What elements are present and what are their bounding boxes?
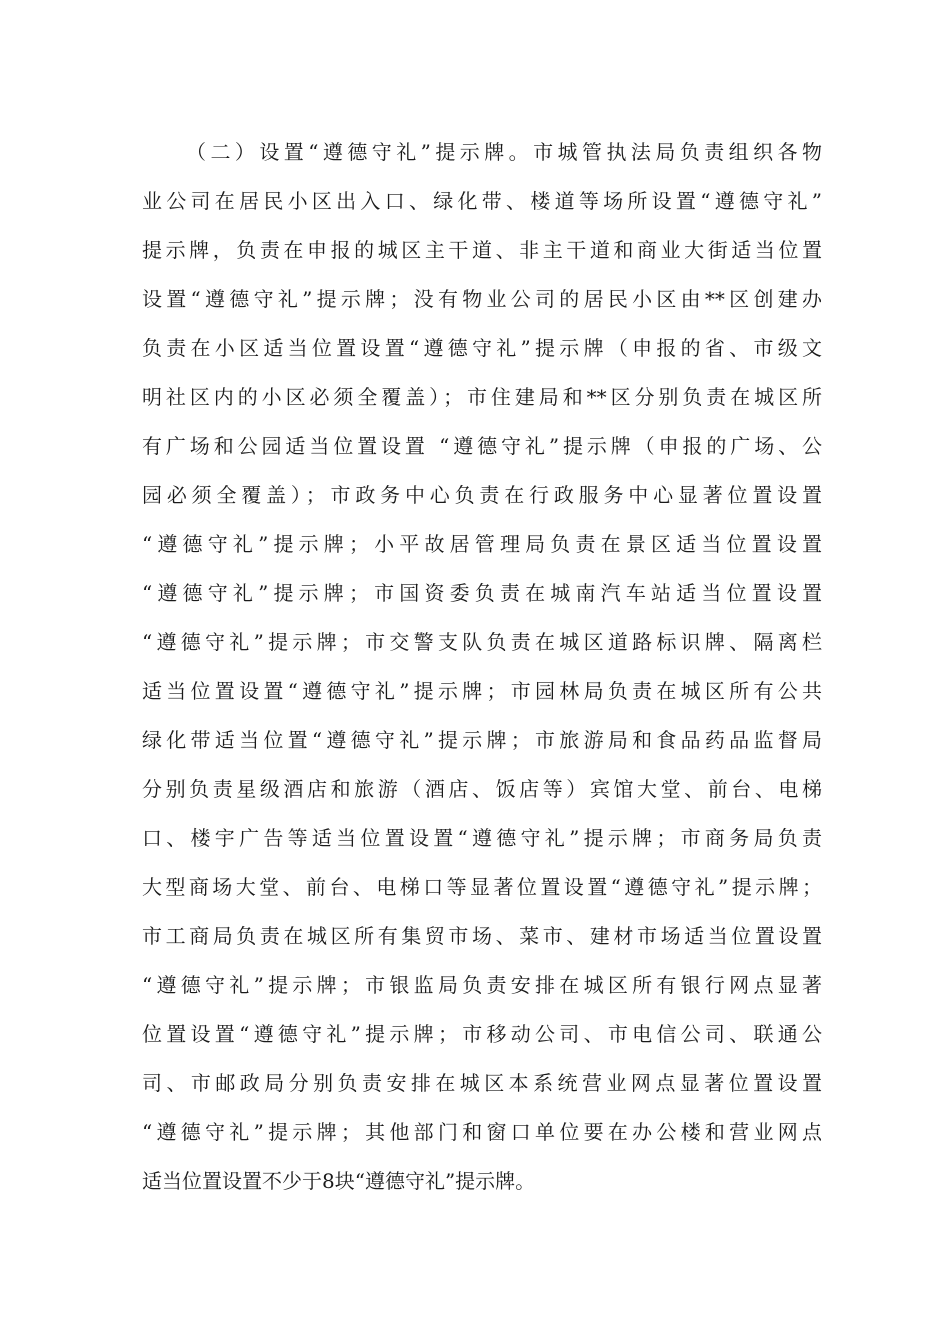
paragraph-line: 明社区内的小区必须全覆盖）；市住建局和**区分别负责在城区所 — [142, 385, 822, 409]
paragraph-line: 提示牌，负责在申报的城区主干道、非主干道和商业大街适当位置 — [142, 238, 822, 262]
paragraph-line: “遵德守礼”提示牌；小平故居管理局负责在景区适当位置设置 — [142, 532, 822, 556]
body-paragraph — [142, 128, 822, 1206]
paragraph-line: “遵德守礼”提示牌；市国资委负责在城南汽车站适当位置设置 — [142, 581, 822, 605]
paragraph-line: “遵德守礼”提示牌；其他部门和窗口单位要在办公楼和营业网点 — [142, 1120, 822, 1144]
paragraph-line: 位置设置“遵德守礼”提示牌；市移动公司、市电信公司、联通公 — [142, 1022, 822, 1046]
paragraph-line: 市工商局负责在城区所有集贸市场、菜市、建材市场适当位置设置 — [142, 924, 822, 948]
paragraph-line: “遵德守礼”提示牌；市银监局负责安排在城区所有银行网点显著 — [142, 973, 822, 997]
paragraph-line: 绿化带适当位置“遵德守礼”提示牌；市旅游局和食品药品监督局 — [142, 728, 822, 752]
paragraph-line: 大型商场大堂、前台、电梯口等显著位置设置“遵德守礼”提示牌； — [142, 875, 822, 899]
paragraph-line: “遵德守礼”提示牌；市交警支队负责在城区道路标识牌、隔离栏 — [142, 630, 822, 654]
paragraph-line: 设置“遵德守礼”提示牌；没有物业公司的居民小区由**区创建办 — [142, 287, 822, 311]
paragraph-line: 适当位置设置“遵德守礼”提示牌；市园林局负责在城区所有公共 — [142, 679, 822, 703]
paragraph-line: 司、市邮政局分别负责安排在城区本系统营业网点显著位置设置 — [142, 1071, 822, 1095]
paragraph-line: 园必须全覆盖）；市政务中心负责在行政服务中心显著位置设置 — [142, 483, 822, 507]
paragraph-line: 业公司在居民小区出入口、绿化带、楼道等场所设置“遵德守礼” — [142, 189, 822, 213]
paragraph-line: （二）设置“遵德守礼”提示牌。市城管执法局负责组织各物 — [186, 140, 822, 164]
paragraph-line: 口、楼宇广告等适当位置设置“遵德守礼”提示牌；市商务局负责 — [142, 826, 822, 850]
paragraph-line: 分别负责星级酒店和旅游（酒店、饭店等）宾馆大堂、前台、电梯 — [142, 777, 822, 801]
paragraph-line: 适当位置设置不少于8块“遵德守礼”提示牌。 — [142, 1169, 536, 1193]
paragraph-line: 负责在小区适当位置设置“遵德守礼”提示牌（申报的省、市级文 — [142, 336, 822, 360]
paragraph-line: 有广场和公园适当位置设置 “遵德守礼”提示牌（申报的广场、公 — [142, 434, 822, 458]
